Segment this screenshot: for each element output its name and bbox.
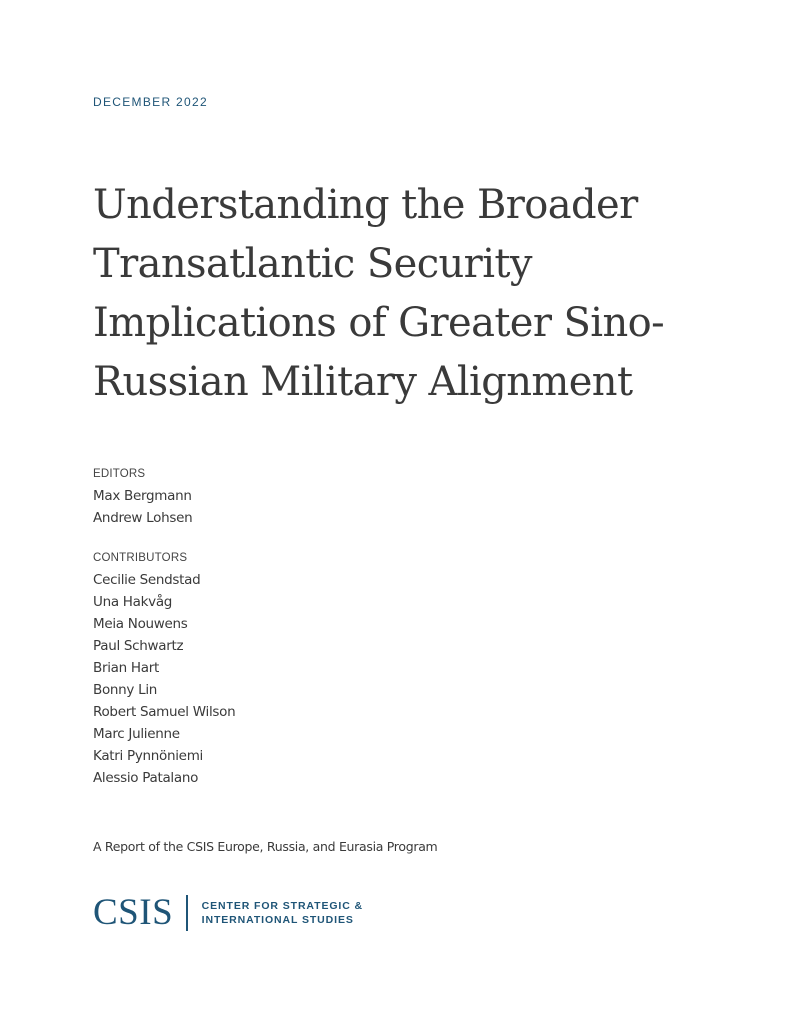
program-statement: A Report of the CSIS Europe, Russia, and Eurasia Program <box>93 839 438 854</box>
contributor-name: Cecilie Sendstad <box>93 572 201 588</box>
contributor-name: Marc Julienne <box>93 726 180 742</box>
contributors-label: CONTRIBUTORS <box>93 552 188 564</box>
editors-label: EDITORS <box>93 468 146 480</box>
logo-text-line: INTERNATIONAL STUDIES <box>201 914 354 926</box>
contributor-name: Paul Schwartz <box>93 638 184 654</box>
logo-divider <box>186 895 188 931</box>
contributor-name: Una Hakvåg <box>93 594 173 610</box>
csis-logo-mark: CSIS <box>93 892 174 933</box>
report-title <box>93 176 733 412</box>
csis-logo-text <box>202 899 363 927</box>
contributors-section <box>93 550 235 789</box>
title-line: Implications of Greater Sino- <box>93 300 665 346</box>
contributor-name: Meia Nouwens <box>93 616 188 632</box>
contributor-name: Bonny Lin <box>93 682 158 698</box>
editor-name: Andrew Lohsen <box>93 510 193 526</box>
csis-logo <box>93 893 363 933</box>
logo-text-line: CENTER FOR STRATEGIC & <box>201 900 364 912</box>
editors-list <box>93 485 192 529</box>
contributor-name: Brian Hart <box>93 660 159 676</box>
editors-section <box>93 466 192 529</box>
title-line: Transatlantic Security <box>93 241 532 287</box>
contributors-list <box>93 569 235 789</box>
contributor-name: Robert Samuel Wilson <box>93 704 236 720</box>
contributor-name: Alessio Patalano <box>93 770 199 786</box>
title-line: Russian Military Alignment <box>93 359 633 405</box>
contributor-name: Katri Pynnöniemi <box>93 748 203 764</box>
title-line: Understanding the Broader <box>93 182 638 228</box>
publication-date: DECEMBER 2022 <box>93 95 208 109</box>
editor-name: Max Bergmann <box>93 488 192 504</box>
